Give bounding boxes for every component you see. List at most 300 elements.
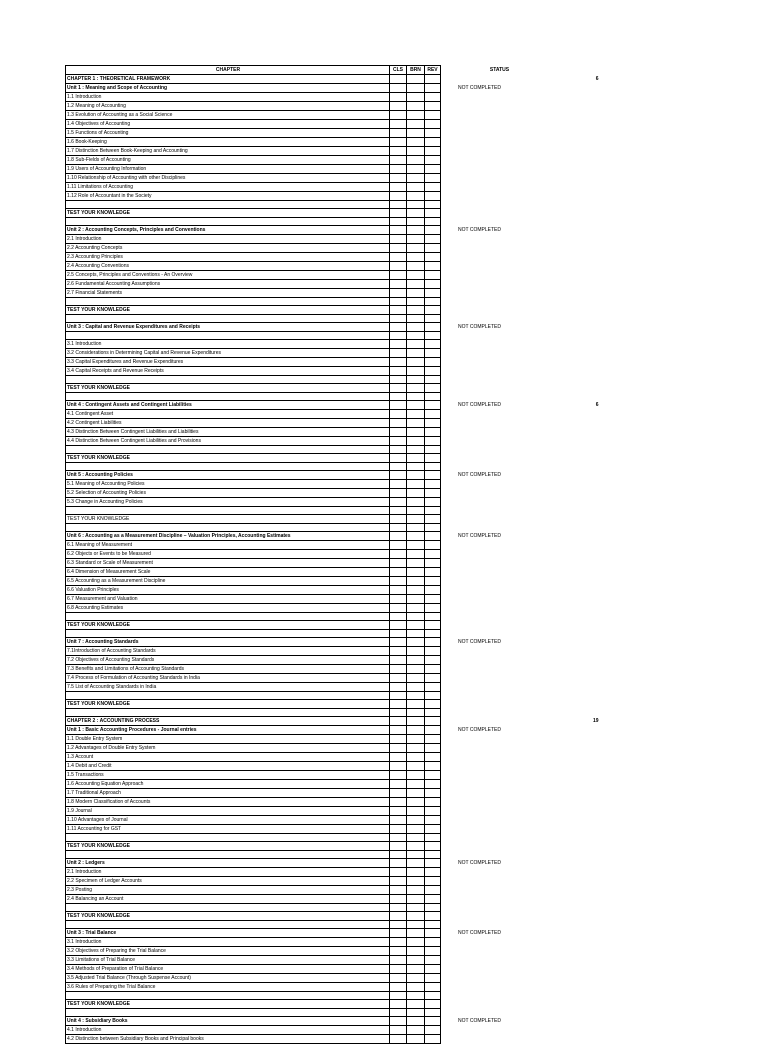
- status-cell[interactable]: [441, 630, 559, 638]
- rev-cell[interactable]: [425, 120, 441, 129]
- brn-cell[interactable]: [407, 586, 425, 595]
- count-cell[interactable]: [559, 938, 599, 947]
- status-cell[interactable]: [441, 111, 559, 120]
- brn-cell[interactable]: [407, 780, 425, 789]
- count-cell[interactable]: [559, 289, 599, 298]
- status-cell[interactable]: [441, 780, 559, 789]
- brn-cell[interactable]: [407, 947, 425, 956]
- rev-cell[interactable]: [425, 656, 441, 665]
- chapter-cell[interactable]: 3.2 Considerations in Determining Capital and Revenue Expenditures: [66, 349, 390, 358]
- cls-cell[interactable]: [390, 683, 407, 692]
- chapter-cell[interactable]: [66, 332, 390, 340]
- status-cell[interactable]: NOT COMPLETED: [458, 727, 501, 733]
- status-cell[interactable]: [441, 735, 559, 744]
- count-cell[interactable]: [559, 410, 599, 419]
- cls-cell[interactable]: [390, 541, 407, 550]
- count-cell[interactable]: [559, 102, 599, 111]
- cls-cell[interactable]: [390, 201, 407, 209]
- status-cell[interactable]: [441, 577, 559, 586]
- count-cell[interactable]: [559, 376, 599, 384]
- count-cell[interactable]: [559, 586, 599, 595]
- status-cell[interactable]: NOT COMPLETED: [458, 639, 501, 645]
- brn-cell[interactable]: [407, 138, 425, 147]
- cls-cell[interactable]: [390, 771, 407, 780]
- count-cell[interactable]: [559, 253, 599, 262]
- cls-cell[interactable]: [390, 992, 407, 1000]
- brn-cell[interactable]: [407, 834, 425, 842]
- status-cell[interactable]: [441, 842, 559, 851]
- count-cell[interactable]: [559, 1035, 599, 1044]
- count-cell[interactable]: [559, 498, 599, 507]
- brn-cell[interactable]: [407, 577, 425, 586]
- rev-cell[interactable]: [425, 401, 441, 410]
- status-cell[interactable]: [441, 877, 559, 886]
- rev-cell[interactable]: [425, 253, 441, 262]
- chapter-cell[interactable]: TEST YOUR KNOWLEDGE: [66, 454, 390, 463]
- cls-cell[interactable]: [390, 428, 407, 437]
- chapter-cell[interactable]: [66, 904, 390, 912]
- status-cell[interactable]: [441, 807, 559, 816]
- rev-cell[interactable]: [425, 323, 441, 332]
- cls-cell[interactable]: [390, 798, 407, 807]
- cls-cell[interactable]: [390, 559, 407, 568]
- status-cell[interactable]: [441, 349, 559, 358]
- count-cell[interactable]: [559, 595, 599, 604]
- count-cell[interactable]: [559, 489, 599, 498]
- rev-cell[interactable]: [425, 1000, 441, 1009]
- chapter-cell[interactable]: 1.6 Accounting Equation Approach: [66, 780, 390, 789]
- count-cell[interactable]: [559, 638, 599, 647]
- cls-cell[interactable]: [390, 226, 407, 235]
- status-cell[interactable]: [441, 218, 559, 226]
- brn-cell[interactable]: [407, 489, 425, 498]
- chapter-cell[interactable]: TEST YOUR KNOWLEDGE: [66, 515, 390, 524]
- status-cell[interactable]: [441, 895, 559, 904]
- count-cell[interactable]: [559, 947, 599, 956]
- rev-cell[interactable]: [425, 306, 441, 315]
- rev-cell[interactable]: [425, 638, 441, 647]
- cls-cell[interactable]: [390, 868, 407, 877]
- header-brn[interactable]: BRN: [407, 66, 425, 75]
- status-cell[interactable]: [441, 93, 559, 102]
- brn-cell[interactable]: [407, 84, 425, 93]
- cls-cell[interactable]: [390, 507, 407, 515]
- status-cell[interactable]: [441, 700, 559, 709]
- count-cell[interactable]: [559, 753, 599, 762]
- chapter-cell[interactable]: TEST YOUR KNOWLEDGE: [66, 306, 390, 315]
- rev-cell[interactable]: [425, 471, 441, 480]
- brn-cell[interactable]: [407, 306, 425, 315]
- count-cell[interactable]: [559, 692, 599, 700]
- rev-cell[interactable]: [425, 1009, 441, 1017]
- rev-cell[interactable]: [425, 683, 441, 692]
- cls-cell[interactable]: [390, 807, 407, 816]
- rev-cell[interactable]: [425, 921, 441, 929]
- status-cell[interactable]: [441, 174, 559, 183]
- chapter-cell[interactable]: 1.9 Journal: [66, 807, 390, 816]
- rev-cell[interactable]: [425, 735, 441, 744]
- cls-cell[interactable]: [390, 183, 407, 192]
- brn-cell[interactable]: [407, 825, 425, 834]
- chapter-cell[interactable]: TEST YOUR KNOWLEDGE: [66, 209, 390, 218]
- cls-cell[interactable]: [390, 656, 407, 665]
- status-cell[interactable]: [441, 947, 559, 956]
- rev-cell[interactable]: [425, 419, 441, 428]
- count-cell[interactable]: [559, 507, 599, 515]
- count-cell[interactable]: [559, 912, 599, 921]
- status-cell[interactable]: [441, 463, 559, 471]
- count-cell[interactable]: [559, 129, 599, 138]
- cls-cell[interactable]: [390, 753, 407, 762]
- status-cell[interactable]: [441, 789, 559, 798]
- status-cell[interactable]: [441, 480, 559, 489]
- chapter-cell[interactable]: 1.5 Transactions: [66, 771, 390, 780]
- chapter-cell[interactable]: 7.5 List of Accounting Standards in India: [66, 683, 390, 692]
- brn-cell[interactable]: [407, 559, 425, 568]
- count-cell[interactable]: [559, 138, 599, 147]
- cls-cell[interactable]: [390, 306, 407, 315]
- rev-cell[interactable]: [425, 367, 441, 376]
- cls-cell[interactable]: [390, 393, 407, 401]
- cls-cell[interactable]: [390, 384, 407, 393]
- cls-cell[interactable]: [390, 665, 407, 674]
- chapter-cell[interactable]: [66, 630, 390, 638]
- count-cell[interactable]: [559, 665, 599, 674]
- rev-cell[interactable]: [425, 825, 441, 834]
- count-cell[interactable]: [559, 842, 599, 851]
- status-cell[interactable]: [441, 102, 559, 111]
- cls-cell[interactable]: [390, 762, 407, 771]
- count-cell[interactable]: [559, 515, 599, 524]
- brn-cell[interactable]: [407, 992, 425, 1000]
- status-cell[interactable]: [441, 674, 559, 683]
- chapter-cell[interactable]: 4.2 Distinction between Subsidiary Books and Principal books: [66, 1035, 390, 1044]
- count-cell[interactable]: [559, 559, 599, 568]
- chapter-cell[interactable]: 1.2 Meaning of Accounting: [66, 102, 390, 111]
- cls-cell[interactable]: [390, 974, 407, 983]
- count-cell[interactable]: [559, 868, 599, 877]
- status-cell[interactable]: [441, 315, 559, 323]
- chapter-cell[interactable]: 1.1 Double Entry System: [66, 735, 390, 744]
- cls-cell[interactable]: [390, 586, 407, 595]
- cls-cell[interactable]: [390, 692, 407, 700]
- status-cell[interactable]: [441, 613, 559, 621]
- chapter-cell[interactable]: 2.1 Introduction: [66, 235, 390, 244]
- count-cell[interactable]: [559, 816, 599, 825]
- status-cell[interactable]: [441, 209, 559, 218]
- count-cell[interactable]: [559, 1000, 599, 1009]
- count-cell[interactable]: [559, 541, 599, 550]
- rev-cell[interactable]: [425, 437, 441, 446]
- count-cell[interactable]: [559, 384, 599, 393]
- rev-cell[interactable]: [425, 515, 441, 524]
- chapter-cell[interactable]: 4.2 Contingent Liabilities: [66, 419, 390, 428]
- cls-cell[interactable]: [390, 271, 407, 280]
- chapter-cell[interactable]: 1.4 Objectives of Accounting: [66, 120, 390, 129]
- cls-cell[interactable]: [390, 1035, 407, 1044]
- status-cell[interactable]: [441, 298, 559, 306]
- rev-cell[interactable]: [425, 842, 441, 851]
- cls-cell[interactable]: [390, 147, 407, 156]
- chapter-cell[interactable]: Unit 3 : Capital and Revenue Expenditures and Receipts: [66, 323, 390, 332]
- count-cell[interactable]: [559, 965, 599, 974]
- cls-cell[interactable]: [390, 376, 407, 384]
- cls-cell[interactable]: [390, 471, 407, 480]
- brn-cell[interactable]: [407, 904, 425, 912]
- chapter-cell[interactable]: [66, 613, 390, 621]
- chapter-cell[interactable]: 1.8 Modern Classification of Accounts: [66, 798, 390, 807]
- chapter-cell[interactable]: 6.7 Measurement and Valuation: [66, 595, 390, 604]
- status-cell[interactable]: [441, 120, 559, 129]
- status-cell[interactable]: [441, 498, 559, 507]
- brn-cell[interactable]: [407, 401, 425, 410]
- rev-cell[interactable]: [425, 974, 441, 983]
- brn-cell[interactable]: [407, 859, 425, 868]
- count-cell[interactable]: [559, 93, 599, 102]
- cls-cell[interactable]: [390, 102, 407, 111]
- brn-cell[interactable]: [407, 280, 425, 289]
- count-cell[interactable]: [559, 921, 599, 929]
- count-cell[interactable]: [559, 532, 599, 541]
- count-cell[interactable]: [559, 877, 599, 886]
- brn-cell[interactable]: [407, 1026, 425, 1035]
- brn-cell[interactable]: [407, 1009, 425, 1017]
- cls-cell[interactable]: [390, 1009, 407, 1017]
- chapter-cell[interactable]: Unit 1 : Basic Accounting Procedures - Journal entries: [66, 726, 390, 735]
- brn-cell[interactable]: [407, 877, 425, 886]
- brn-cell[interactable]: [407, 437, 425, 446]
- header-chapter[interactable]: CHAPTER: [66, 66, 390, 75]
- status-cell[interactable]: [441, 1035, 559, 1044]
- chapter-cell[interactable]: TEST YOUR KNOWLEDGE: [66, 912, 390, 921]
- brn-cell[interactable]: [407, 340, 425, 349]
- rev-cell[interactable]: [425, 235, 441, 244]
- rev-cell[interactable]: [425, 349, 441, 358]
- count-cell[interactable]: [559, 192, 599, 201]
- chapter-cell[interactable]: 6.1 Meaning of Measurement: [66, 541, 390, 550]
- cls-cell[interactable]: [390, 480, 407, 489]
- rev-cell[interactable]: [425, 201, 441, 209]
- count-cell[interactable]: [559, 226, 599, 235]
- brn-cell[interactable]: [407, 692, 425, 700]
- chapter-cell[interactable]: 2.6 Fundamental Accounting Assumptions: [66, 280, 390, 289]
- rev-cell[interactable]: [425, 93, 441, 102]
- rev-cell[interactable]: [425, 807, 441, 816]
- status-cell[interactable]: [441, 340, 559, 349]
- rev-cell[interactable]: [425, 912, 441, 921]
- brn-cell[interactable]: [407, 218, 425, 226]
- rev-cell[interactable]: [425, 244, 441, 253]
- rev-cell[interactable]: [425, 613, 441, 621]
- status-cell[interactable]: [441, 798, 559, 807]
- rev-cell[interactable]: [425, 983, 441, 992]
- count-cell[interactable]: [559, 577, 599, 586]
- count-cell[interactable]: [559, 771, 599, 780]
- chapter-cell[interactable]: 3.1 Introduction: [66, 938, 390, 947]
- chapter-cell[interactable]: 1.11 Accounting for GST: [66, 825, 390, 834]
- chapter-cell[interactable]: 4.4 Distinction Between Contingent Liabilities and Provisions: [66, 437, 390, 446]
- rev-cell[interactable]: [425, 262, 441, 271]
- rev-cell[interactable]: [425, 674, 441, 683]
- rev-cell[interactable]: [425, 541, 441, 550]
- cls-cell[interactable]: [390, 604, 407, 613]
- brn-cell[interactable]: [407, 807, 425, 816]
- count-cell[interactable]: [559, 446, 599, 454]
- chapter-cell[interactable]: [66, 507, 390, 515]
- chapter-cell[interactable]: 1.7 Distinction Between Book-Keeping and Accounting: [66, 147, 390, 156]
- rev-cell[interactable]: [425, 753, 441, 762]
- status-cell[interactable]: [441, 647, 559, 656]
- status-cell[interactable]: [441, 550, 559, 559]
- chapter-cell[interactable]: Unit 3 : Trial Balance: [66, 929, 390, 938]
- cls-cell[interactable]: [390, 895, 407, 904]
- cls-cell[interactable]: [390, 93, 407, 102]
- cls-cell[interactable]: [390, 454, 407, 463]
- chapter-cell[interactable]: [66, 393, 390, 401]
- brn-cell[interactable]: [407, 604, 425, 613]
- rev-cell[interactable]: [425, 84, 441, 93]
- cls-cell[interactable]: [390, 174, 407, 183]
- status-cell[interactable]: [441, 524, 559, 532]
- status-cell[interactable]: [441, 692, 559, 700]
- cls-cell[interactable]: [390, 921, 407, 929]
- cls-cell[interactable]: [390, 437, 407, 446]
- count-cell[interactable]: [559, 859, 599, 868]
- rev-cell[interactable]: [425, 621, 441, 630]
- brn-cell[interactable]: [407, 111, 425, 120]
- chapter-cell[interactable]: Unit 4 : Contingent Assets and Contingent Liabilities: [66, 401, 390, 410]
- rev-cell[interactable]: [425, 929, 441, 938]
- chapter-cell[interactable]: 7.3 Benefits and Limitations of Accounting Standards: [66, 665, 390, 674]
- rev-cell[interactable]: [425, 192, 441, 201]
- count-cell[interactable]: [559, 744, 599, 753]
- rev-cell[interactable]: [425, 595, 441, 604]
- rev-cell[interactable]: [425, 700, 441, 709]
- cls-cell[interactable]: [390, 84, 407, 93]
- status-cell[interactable]: [441, 262, 559, 271]
- brn-cell[interactable]: [407, 717, 425, 726]
- status-cell[interactable]: [441, 834, 559, 842]
- count-cell[interactable]: [559, 683, 599, 692]
- chapter-cell[interactable]: 1.6 Book-Keeping: [66, 138, 390, 147]
- brn-cell[interactable]: [407, 75, 425, 84]
- cls-cell[interactable]: [390, 717, 407, 726]
- rev-cell[interactable]: [425, 226, 441, 235]
- status-cell[interactable]: [441, 656, 559, 665]
- chapter-cell[interactable]: 4.1 Introduction: [66, 1026, 390, 1035]
- cls-cell[interactable]: [390, 647, 407, 656]
- brn-cell[interactable]: [407, 709, 425, 717]
- brn-cell[interactable]: [407, 183, 425, 192]
- cls-cell[interactable]: [390, 298, 407, 306]
- rev-cell[interactable]: [425, 904, 441, 912]
- status-cell[interactable]: [441, 717, 559, 726]
- status-cell[interactable]: NOT COMPLETED: [458, 85, 501, 91]
- status-cell[interactable]: [441, 280, 559, 289]
- brn-cell[interactable]: [407, 454, 425, 463]
- count-cell[interactable]: [559, 111, 599, 120]
- rev-cell[interactable]: [425, 1026, 441, 1035]
- chapter-cell[interactable]: 7.2 Objectives of Accounting Standards: [66, 656, 390, 665]
- status-cell[interactable]: [441, 938, 559, 947]
- cls-cell[interactable]: [390, 235, 407, 244]
- count-cell[interactable]: [559, 929, 599, 938]
- status-cell[interactable]: [441, 595, 559, 604]
- status-cell[interactable]: [441, 621, 559, 630]
- count-cell[interactable]: [559, 340, 599, 349]
- chapter-cell[interactable]: 4.3 Distinction Between Contingent Liabilities and Liabilities: [66, 428, 390, 437]
- cls-cell[interactable]: [390, 289, 407, 298]
- chapter-cell[interactable]: [66, 992, 390, 1000]
- status-cell[interactable]: [441, 541, 559, 550]
- status-cell[interactable]: NOT COMPLETED: [458, 472, 501, 478]
- rev-cell[interactable]: [425, 762, 441, 771]
- cls-cell[interactable]: [390, 111, 407, 120]
- cls-cell[interactable]: [390, 568, 407, 577]
- chapter-cell[interactable]: [66, 463, 390, 471]
- rev-cell[interactable]: [425, 111, 441, 120]
- status-cell[interactable]: [441, 138, 559, 147]
- brn-cell[interactable]: [407, 93, 425, 102]
- brn-cell[interactable]: [407, 226, 425, 235]
- status-cell[interactable]: [441, 244, 559, 253]
- brn-cell[interactable]: [407, 507, 425, 515]
- count-cell[interactable]: [559, 367, 599, 376]
- brn-cell[interactable]: [407, 816, 425, 825]
- chapter-cell[interactable]: [66, 851, 390, 859]
- brn-cell[interactable]: [407, 921, 425, 929]
- cls-cell[interactable]: [390, 401, 407, 410]
- status-cell[interactable]: [441, 568, 559, 577]
- chapter-cell[interactable]: 1.12 Role of Accountant in the Society: [66, 192, 390, 201]
- brn-cell[interactable]: [407, 1017, 425, 1026]
- header-rev[interactable]: REV: [425, 66, 441, 75]
- chapter-cell[interactable]: [66, 1009, 390, 1017]
- chapter-cell[interactable]: 6.4 Dimension of Measurement Scale: [66, 568, 390, 577]
- rev-cell[interactable]: [425, 147, 441, 156]
- status-cell[interactable]: [441, 912, 559, 921]
- status-cell[interactable]: [441, 665, 559, 674]
- chapter-cell[interactable]: [66, 315, 390, 323]
- count-cell[interactable]: [559, 974, 599, 983]
- cls-cell[interactable]: [390, 613, 407, 621]
- count-cell[interactable]: [559, 437, 599, 446]
- count-cell[interactable]: [559, 280, 599, 289]
- brn-cell[interactable]: [407, 983, 425, 992]
- count-cell[interactable]: [559, 84, 599, 93]
- brn-cell[interactable]: [407, 595, 425, 604]
- rev-cell[interactable]: [425, 498, 441, 507]
- count-cell[interactable]: [559, 895, 599, 904]
- chapter-cell[interactable]: 2.7 Financial Statements: [66, 289, 390, 298]
- count-cell[interactable]: [559, 156, 599, 165]
- chapter-cell[interactable]: 3.6 Rules of Preparing the Trial Balance: [66, 983, 390, 992]
- cls-cell[interactable]: [390, 938, 407, 947]
- status-cell[interactable]: [441, 253, 559, 262]
- count-cell[interactable]: [559, 656, 599, 665]
- count-cell[interactable]: [559, 244, 599, 253]
- count-cell[interactable]: [559, 454, 599, 463]
- status-cell[interactable]: NOT COMPLETED: [458, 1018, 501, 1024]
- cls-cell[interactable]: [390, 244, 407, 253]
- cls-cell[interactable]: [390, 524, 407, 532]
- cls-cell[interactable]: [390, 983, 407, 992]
- brn-cell[interactable]: [407, 771, 425, 780]
- status-cell[interactable]: [441, 367, 559, 376]
- brn-cell[interactable]: [407, 524, 425, 532]
- status-cell[interactable]: [441, 604, 559, 613]
- cls-cell[interactable]: [390, 709, 407, 717]
